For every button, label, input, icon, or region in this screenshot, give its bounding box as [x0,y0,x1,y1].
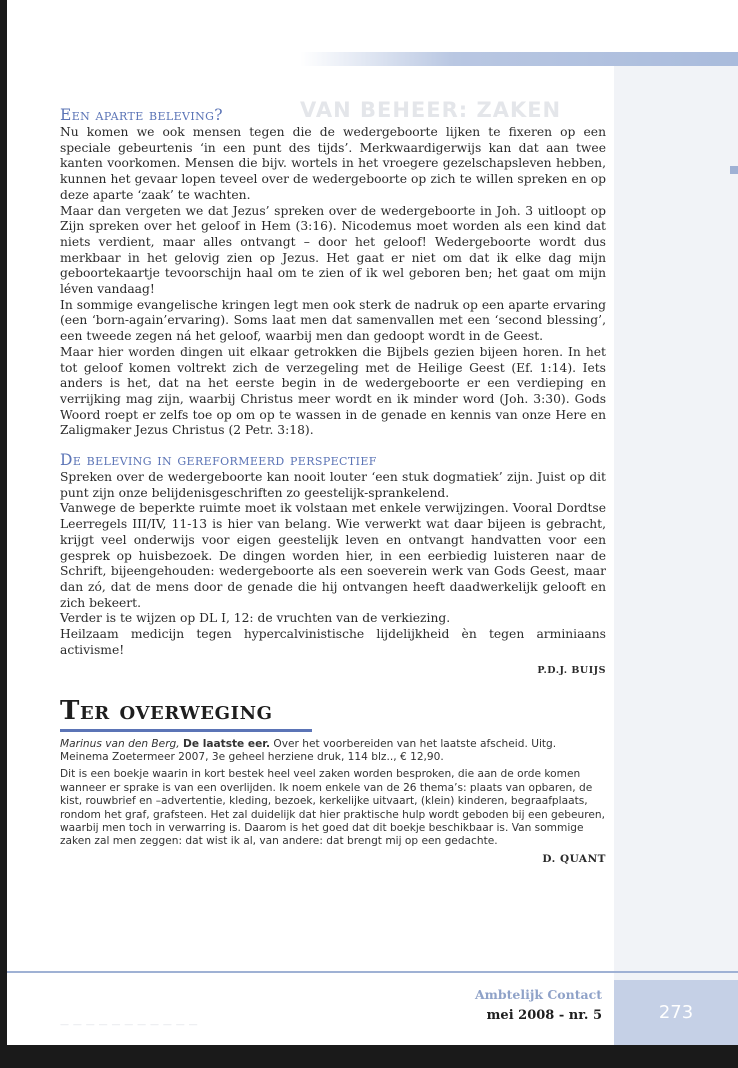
page-left-border [0,0,7,1045]
paragraph: Heilzaam medicijn tegen hypercalvinistische lijdelijkheid èn tegen arminiaans activisme! [60,627,606,657]
section-heading-aparte-beleving: Een aparte beleving? [60,106,224,124]
review-body: Dit is een boekje waarin in kort bestek heel veel zaken worden besproken, die aan de orde komen wanneer er sprake is van een overlijden. Ik noem enkele van de 26 thema’s: plaats van opbaren, de kist, rouwbrief en –advertentie, kleding, bezoek, kerkelijke uitvaart, (klein) kinderen, begraafplaats, rondom het graf, grafsteen. Het zal duidelijk dat hier praktische hulp wordt geboden bij een gebeuren, waarbij men toch in verwarring is. Daarom is het goed dat dit boekje beschikbaar is. Van sommige zaken zal men zeggen: dat wist ik al, van andere: dat brengt mij op een gedachte. [60,768,605,848]
bleed-through-footer: — — — — — — — — — — — [60,1020,199,1030]
book-citation [60,738,606,765]
reviewer-signature: D. QUANT [542,852,606,865]
bleed-through-heading: VAN BEHEER: ZAKEN [300,98,562,122]
book-details: Over het voorbereiden van het laatste afscheid. Uitg. Meinema Zoetermeer 2007, 3e geheel herziene druk, 114 blz.., € 12,90. [60,737,557,763]
title-underline [60,729,312,732]
review-section-title: Ter overweging [60,695,273,726]
book-title: De laatste eer. [183,737,271,750]
article-column [60,100,606,865]
paragraph: Spreken over de wedergeboorte kan nooit louter ‘een stuk dogmatiek’ zijn. Juist op dit punt zijn onze belijdenisgeschriften zo geestelijk-sprankelend. [60,470,606,500]
margin-marker [730,166,738,174]
paragraph: Maar dan vergeten we dat Jezus’ spreken over de wedergeboorte in Joh. 3 uitloopt op Zijn spreken over het geloof in Hem (3:16). Nicodemus moet worden als een kind dat niets verdient, maar alles ontvangt – door het geloof! Wedergeboorte wordt dus merkbaar in het gelovig zien op Jezus. Het gaat er niet om dat ik elke dag mijn geboortekaartje tevoorschijn haal om te zien of ik wel geboren ben; het gaat om mijn léven vandaag! [60,203,606,297]
right-margin-strip [614,66,738,1045]
page-bottom-border [0,1045,738,1068]
author-signature: P.D.J. BUIJS [537,664,606,676]
paragraph: Maar hier worden dingen uit elkaar getrokken die Bijbels gezien bijeen horen. In het tot geloof komen voltrekt zich de verzegeling met de Heilige Geest (Ef. 1:14). Iets anders is het, dat na het eerste begin in de wedergeboorte er een verdieping en verrijking mag zijn, waarbij Christus meer wordt en ik minder word (Joh. 3:30). Gods Woord roept er zelfs toe op om op te wassen in de genade en kennis van onze Here en Zaligmaker Jezus Christus (2 Petr. 3:18). [60,344,606,438]
page-number: 273 [614,980,738,1045]
footer-rule [7,971,738,973]
top-color-band [300,52,738,66]
paragraph: Nu komen we ook mensen tegen die de wedergeboorte lijken te fixeren op een speciale gebeurtenis ‘in een punt des tijds’. Merkwaardigerwijs kan dat aan twee kanten voorkomen. Mensen die bijv. wortels in het vroegere gezelschapsleven hebben, kunnen het gevaar lopen teveel over de wedergeboorte op zich te willen spreken en op deze aparte ‘zaak’ te wachten. [60,125,606,202]
book-author: Marinus van den Berg, [60,737,180,750]
paragraph: In sommige evangelische kringen legt men ook sterk de nadruk op een aparte ervaring (een ‘born-again’ervaring). Soms laat men dat samenvallen met een ‘second blessing’, een tweede zegen ná het geloof, waarbij men dan gedoopt wordt in de Geest. [60,297,606,344]
paragraph: Verder is te wijzen op DL I, 12: de vruchten van de verkiezing. [60,611,451,626]
issue-label: mei 2008 - nr. 5 [486,1008,602,1023]
journal-name: Ambtelijk Contact [474,987,602,1002]
section-heading-gereformeerd-perspectief: De beleving in gereformeerd perspectief [60,451,377,470]
paragraph: Vanwege de beperkte ruimte moet ik volstaan met enkele verwijzingen. Vooral Dordtse Leerregels III/IV, 11-13 is hier van belang. Wie verwerkt wat daar bijeen is gebracht, krijgt veel onderwijs voor eigen geestelijk leven en ontvangt handvatten voor een gesprek op huisbezoek. De dingen worden hier, in een eerbiedig luisteren naar de Schrift, bijeengehouden: wedergeboorte als een soeverein werk van Gods Geest, maar dan zó, dat de mens door de genade die hij ontvangen heeft daadwerkelijk gelooft en zich bekeert. [60,501,606,610]
